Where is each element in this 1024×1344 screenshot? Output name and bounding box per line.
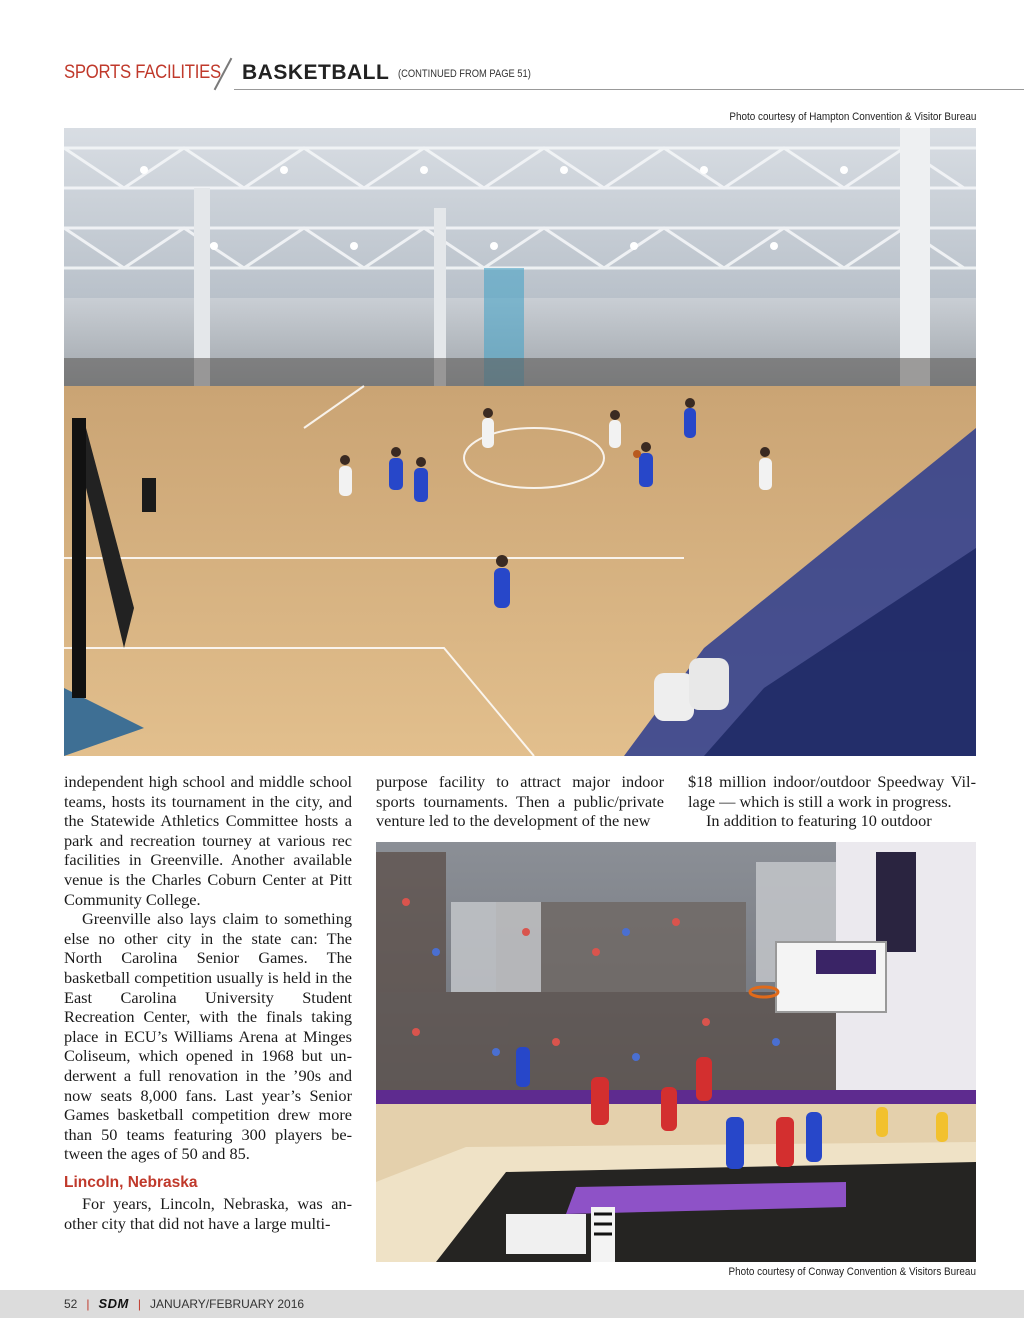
footer-separator: | xyxy=(86,1297,90,1311)
header-rule xyxy=(234,89,1024,90)
col1-paragraph-3: For years, Lincoln, Nebraska, was another city that did not have a large multi- xyxy=(64,1194,352,1234)
col1-paragraph-2: Greenville also lays claim to something else no other city in the state can: The North Carolina Senior Games. The basketball competition usually is held in the East Carolina University Student Recreation Center, with the finals taking place in ECU’s Williams Arena at Minges Coliseum, which opened in 1968 but underwent a full renovation in the ’90s and now seats 8,000 fans. Last year’s Senior Games basketball competition drew more than 50 teams featuring 300 players between the ages of 50 and 85. xyxy=(64,909,352,1164)
col3-paragraph-2: In addition to featuring 10 outdoor xyxy=(706,811,932,831)
col1-paragraph-1: independent high school and middle school teams, hosts its tournament in the city, and the Statewide Athletics Committee hosts a park and recreation tourney at various rec facilities in Greenville. Another available venue is the Charles Coburn Center at Pitt Community College. xyxy=(64,772,352,909)
column-1 xyxy=(64,772,352,1234)
sdm-logo: SDM xyxy=(98,1296,129,1311)
continued-note: (CONTINUED FROM PAGE 51) xyxy=(398,68,531,80)
footer-folio xyxy=(64,1296,304,1311)
page-header xyxy=(64,56,1024,90)
column-2 xyxy=(376,772,664,831)
col2-paragraph-1: purpose facility to attract major indoor sports tournaments. Then a public/private venture led to the development of the new xyxy=(376,772,664,831)
section-label: SPORTS FACILITIES xyxy=(64,62,221,83)
photo-hampton-facility xyxy=(64,128,976,756)
page-number: 52 xyxy=(64,1297,78,1311)
issue-date: JANUARY/FEBRUARY 2016 xyxy=(150,1297,305,1311)
photo2-credit: Photo courtesy of Conway Convention & Visitors Bureau xyxy=(728,1266,976,1278)
page-footer xyxy=(0,1290,1024,1318)
subheading-lincoln-nebraska: Lincoln, Nebraska xyxy=(64,1173,198,1191)
photo1-credit: Photo courtesy of Hampton Convention & Visitor Bureau xyxy=(729,111,976,123)
topic-label: BASKETBALL xyxy=(242,61,390,84)
photo-conway-arena xyxy=(376,842,976,1262)
col3-paragraph-1: $18 million indoor/outdoor Speedway Village — which is still a work in progress. xyxy=(688,772,976,811)
column-3 xyxy=(688,772,976,831)
footer-separator: | xyxy=(137,1297,141,1311)
